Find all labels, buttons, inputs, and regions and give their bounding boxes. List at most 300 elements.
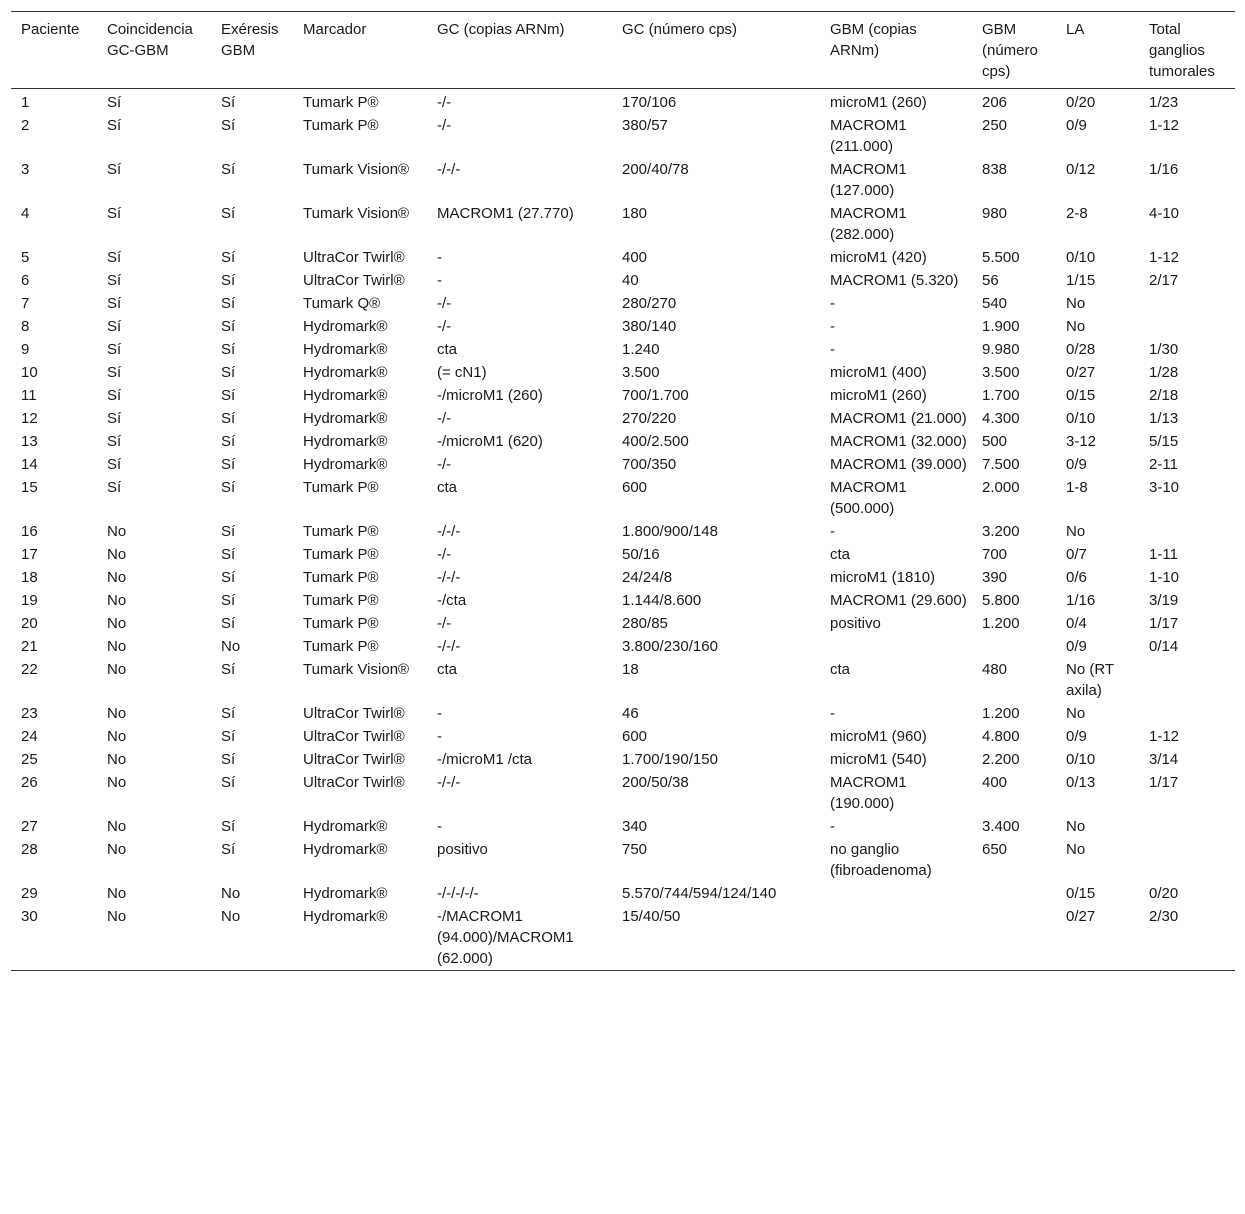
table-cell: 0/12 [1066,161,1096,178]
table-cell: 0/14 [1149,638,1179,655]
table-cell: Tumark P® [303,117,379,134]
table-cell: MACROM1 (21.000) [830,410,967,427]
table-cell: Sí [221,615,236,632]
table-cell: 3.400 [982,818,1020,835]
table-cell: 4.800 [982,728,1020,745]
table-cell [1139,838,1235,882]
table-cell: Sí [221,569,236,586]
table-row [11,520,1235,543]
table-cell: -/microM1 (260) [437,387,543,404]
table-cell: 26 [21,774,38,791]
table-cell: 200/50/38 [622,774,689,791]
table-cell: Sí [221,479,236,496]
table-cell: 340 [622,818,648,835]
column-header: GC (número cps) [622,21,738,38]
table-cell: Hydromark® [303,841,388,858]
table-cell [1139,315,1235,338]
table-cell [1139,292,1235,315]
table-cell: 1.700/190/150 [622,751,718,768]
table-cell: -/-/- [437,569,461,586]
table-cell: Sí [107,410,122,427]
table-cell: 480 [982,661,1008,678]
table-cell: MACROM1 (190.000) [830,774,907,812]
table-cell: 1/17 [1149,774,1179,791]
table-cell: 1/15 [1066,272,1096,289]
table-cell: 2.000 [982,479,1020,496]
table-cell: Sí [221,94,236,111]
results-table [11,11,1235,971]
table-cell: No [107,705,127,722]
table-cell: 500 [982,433,1008,450]
table-cell: Hydromark® [303,818,388,835]
table-cell [820,635,972,658]
table-cell: 2-11 [1149,456,1178,473]
table-cell: -/- [437,117,452,134]
table-cell: Sí [221,161,236,178]
table-cell: 15/40/50 [622,908,681,925]
table-cell: Tumark Vision® [303,205,410,222]
table-cell: - [830,523,835,540]
table-cell: microM1 (400) [830,364,927,381]
table-cell: -/-/- [437,523,461,540]
table-cell: UltraCor Twirl® [303,705,405,722]
column-header: GBM (copias ARNm) [830,21,917,59]
table-cell: MACROM1 (282.000) [830,205,907,243]
table-cell: 6 [21,272,30,289]
table-cell: No [1066,523,1086,540]
table-cell: Sí [107,479,122,496]
table-cell: - [830,705,835,722]
table-cell: 4.300 [982,410,1020,427]
table-cell: Sí [107,117,122,134]
table-cell: 3.500 [982,364,1020,381]
table-cell: 30 [21,908,38,925]
table-cell: -/- [437,318,452,335]
table-cell: 12 [21,410,38,427]
table-cell: 9.980 [982,341,1020,358]
table-cell: MACROM1 (127.000) [830,161,907,199]
table-cell: 0/9 [1066,456,1087,473]
table-cell: No [107,841,127,858]
table-cell: -/-/-/-/- [437,885,479,902]
table-cell: Sí [221,592,236,609]
table-cell: Sí [221,546,236,563]
table-cell: Sí [107,94,122,111]
table-cell: -/-/- [437,774,461,791]
table-cell: Tumark P® [303,523,379,540]
table-cell: No [221,638,241,655]
table-cell: Tumark P® [303,592,379,609]
table-cell: 1/30 [1149,341,1179,358]
table-cell: microM1 (1810) [830,569,936,586]
table-cell [1139,658,1235,702]
table-cell: Sí [107,272,122,289]
table-cell: 1-10 [1149,569,1180,586]
table-cell [972,635,1056,658]
table-cell: - [830,318,835,335]
table-row [11,407,1235,430]
table-row [11,292,1235,315]
table-cell: No [1066,705,1086,722]
table-cell: 14 [21,456,38,473]
table-cell: 270/220 [622,410,677,427]
table-cell: - [437,728,442,745]
table-cell: 18 [21,569,38,586]
table-cell: 1.900 [982,318,1020,335]
table-cell: Sí [107,433,122,450]
table-row [11,589,1235,612]
table-cell: Sí [221,272,236,289]
table-cell: No [107,615,127,632]
table-cell: - [437,272,442,289]
table-cell: 2 [21,117,30,134]
table-cell: UltraCor Twirl® [303,774,405,791]
table-cell: 24/24/8 [622,569,673,586]
table-cell: 7.500 [982,456,1020,473]
table-cell: 2-8 [1066,205,1088,222]
table-cell: 1.144/8.600 [622,592,702,609]
table-cell: 650 [982,841,1008,858]
table-cell: 3/14 [1149,751,1179,768]
table-cell: 1/13 [1149,410,1179,427]
table-cell: No [107,818,127,835]
column-header: Exéresis GBM [221,21,279,59]
table-cell: 16 [21,523,38,540]
table-row [11,543,1235,566]
table-cell: 27 [21,818,38,835]
table-cell: -/microM1 (620) [437,433,543,450]
table-cell: No [1066,295,1086,312]
table-cell: 11 [21,387,37,404]
table-cell: No [221,908,241,925]
table-cell: 1.240 [622,341,660,358]
table-cell: 600 [622,728,648,745]
table-cell: 3 [21,161,30,178]
table-row [11,658,1235,702]
table-cell: 3.500 [622,364,660,381]
table-header [11,12,1235,89]
table-cell: Hydromark® [303,433,388,450]
table-cell: Tumark P® [303,615,379,632]
table-cell: microM1 (260) [830,387,927,404]
table-cell: Sí [221,410,236,427]
table-cell: Sí [221,751,236,768]
table-cell: Tumark P® [303,569,379,586]
table-cell: MACROM1 (32.000) [830,433,967,450]
table-cell: Sí [107,387,122,404]
table-cell: microM1 (960) [830,728,927,745]
table-cell: 540 [982,295,1008,312]
table-cell [972,882,1056,905]
table-row [11,246,1235,269]
table-cell: -/-/- [437,161,461,178]
table-cell: 2/18 [1149,387,1179,404]
column-header: GC (copias ARNm) [437,21,565,38]
table-cell: 1 [21,94,30,111]
table-cell: 400 [982,774,1008,791]
table-cell: 56 [982,272,999,289]
table-cell: 980 [982,205,1008,222]
table-cell: 200/40/78 [622,161,689,178]
table-row [11,725,1235,748]
table-cell: Sí [221,661,236,678]
table-cell: - [830,818,835,835]
table-cell: 250 [982,117,1008,134]
table-row [11,815,1235,838]
table-cell: Sí [107,249,122,266]
table-cell: 21 [21,638,38,655]
table-cell: 29 [21,885,38,902]
table-cell: 1/23 [1149,94,1179,111]
table-cell: 700 [982,546,1008,563]
table-row [11,158,1235,202]
table-cell: 0/9 [1066,638,1087,655]
table-row [11,430,1235,453]
table-cell: Sí [221,728,236,745]
table-cell: -/- [437,94,452,111]
table-cell: No [107,774,127,791]
table-cell: microM1 (260) [830,94,927,111]
table-cell [972,905,1056,971]
table-cell: 9 [21,341,30,358]
table-cell: 1/16 [1066,592,1096,609]
table-cell: 15 [21,479,38,496]
table-cell: Sí [107,341,122,358]
table-cell: MACROM1 (500.000) [830,479,907,517]
table-cell: - [437,705,442,722]
table-cell: MACROM1 (39.000) [830,456,967,473]
table-cell: -/- [437,295,452,312]
table-cell: 1/16 [1149,161,1179,178]
table-cell: Hydromark® [303,364,388,381]
table-cell: cta [437,661,458,678]
table-cell: 28 [21,841,38,858]
table-cell: No [107,523,127,540]
table-cell: - [830,295,835,312]
table-cell: 3.200 [982,523,1020,540]
table-cell: cta [830,546,851,563]
table-cell: Hydromark® [303,387,388,404]
table-cell: No [107,661,127,678]
table-cell: Hydromark® [303,318,388,335]
table-cell: 180 [622,205,648,222]
table-cell: 400/2.500 [622,433,689,450]
table-cell: 1.700 [982,387,1020,404]
table-cell: Sí [221,205,236,222]
table-cell: UltraCor Twirl® [303,272,405,289]
table-cell [820,882,972,905]
table-row [11,882,1235,905]
table-cell: 5.500 [982,249,1020,266]
table-cell: 0/15 [1066,885,1096,902]
table-cell: 22 [21,661,38,678]
table-cell: Sí [221,523,236,540]
table-cell: Hydromark® [303,456,388,473]
table-cell: Sí [107,318,122,335]
table-row [11,905,1235,971]
table-cell: 50/16 [622,546,660,563]
table-cell: 0/10 [1066,751,1096,768]
table-cell: 19 [21,592,38,609]
table-cell: 5.570/744/594/124/140 [622,885,777,902]
table-cell [1139,815,1235,838]
table-cell: 280/85 [622,615,668,632]
table-cell: Sí [221,456,236,473]
table-cell: 0/6 [1066,569,1087,586]
table-cell: UltraCor Twirl® [303,728,405,745]
table-cell: No [107,592,127,609]
table-cell: 0/27 [1066,908,1096,925]
table-cell: no ganglio (fibroadenoma) [830,841,932,879]
table-cell: 24 [21,728,38,745]
table-cell: Sí [221,705,236,722]
table-cell: 3.800/230/160 [622,638,718,655]
table-row [11,202,1235,246]
table-cell: Sí [221,249,236,266]
table-cell: No [107,751,127,768]
table-cell: Tumark P® [303,546,379,563]
table-cell: No [107,638,127,655]
table-cell: 0/4 [1066,615,1087,632]
table-cell: No (RT axila) [1066,661,1114,699]
table-cell: 3-10 [1149,479,1180,496]
table-cell: Hydromark® [303,908,388,925]
table-cell: MACROM1 (211.000) [830,117,907,155]
table-row [11,338,1235,361]
table-cell: 18 [622,661,639,678]
table-cell: -/- [437,456,452,473]
table-cell: 0/10 [1066,410,1096,427]
table-cell: Sí [221,774,236,791]
table-cell: No [107,908,127,925]
table-cell: 1.200 [982,705,1020,722]
table-cell: Sí [221,117,236,134]
table-cell: Sí [221,318,236,335]
table-cell: -/microM1 /cta [437,751,533,768]
table-row [11,453,1235,476]
table-cell: No [1066,841,1086,858]
table-cell: 1-12 [1149,728,1180,745]
table-row [11,89,1235,115]
table-cell: UltraCor Twirl® [303,751,405,768]
table-cell: 380/57 [622,117,668,134]
table-cell: 1/17 [1149,615,1179,632]
table-cell: 0/15 [1066,387,1096,404]
table-cell: Sí [221,341,236,358]
table-cell: Hydromark® [303,341,388,358]
table-cell: 3-12 [1066,433,1097,450]
column-header: Paciente [21,21,80,38]
table-row [11,384,1235,407]
table-cell: 1/28 [1149,364,1179,381]
table-cell: 0/20 [1066,94,1096,111]
table-cell: 0/7 [1066,546,1087,563]
table-cell: MACROM1 (27.770) [437,205,574,222]
table-cell: -/- [437,615,452,632]
table-cell: Sí [221,818,236,835]
table-cell: Tumark P® [303,479,379,496]
table-row [11,476,1235,520]
column-header: GBM (número cps) [982,21,1038,80]
table-cell: 23 [21,705,38,722]
table-cell: 5.800 [982,592,1020,609]
table-cell: 10 [21,364,38,381]
table-cell: (= cN1) [437,364,487,381]
table-cell: 170/106 [622,94,677,111]
table-cell: No [221,885,241,902]
table-cell: Tumark Q® [303,295,381,312]
table-cell: - [437,249,442,266]
table-cell: 4 [21,205,30,222]
table-cell: Hydromark® [303,410,388,427]
table-cell: 4-10 [1149,205,1180,222]
table-cell [1139,520,1235,543]
table-cell: microM1 (420) [830,249,927,266]
table-cell: Sí [221,841,236,858]
table-cell: 2.200 [982,751,1020,768]
table-cell: -/- [437,546,452,563]
table-cell: 3/19 [1149,592,1179,609]
table-cell: Tumark Vision® [303,161,410,178]
table-cell: 0/27 [1066,364,1096,381]
table-cell: 0/9 [1066,117,1087,134]
table-cell: No [1066,818,1086,835]
table-cell: - [830,341,835,358]
column-header: Coincidencia GC-GBM [107,21,193,59]
table-cell: No [107,728,127,745]
table-cell: microM1 (540) [830,751,927,768]
column-header: Total ganglios tumorales [1149,21,1215,80]
table-cell: 46 [622,705,639,722]
table-cell: 5 [21,249,30,266]
table-cell: -/- [437,410,452,427]
table-cell: No [107,885,127,902]
column-header: LA [1066,21,1085,38]
table-cell: cta [830,661,851,678]
table-cell: 40 [622,272,639,289]
table-cell [1139,702,1235,725]
table-cell: MACROM1 (5.320) [830,272,959,289]
table-cell: 390 [982,569,1008,586]
table-cell: Tumark P® [303,94,379,111]
table-cell: 600 [622,479,648,496]
table-cell: -/MACROM1 (94.000)/MACROM1 (62.000) [437,908,574,967]
table-cell: No [107,546,127,563]
table-cell: - [437,818,442,835]
table-row [11,612,1235,635]
table-cell: Tumark P® [303,638,379,655]
table-cell: 17 [21,546,38,563]
table-cell: No [1066,318,1086,335]
table-cell: Sí [107,295,122,312]
table-cell: 1.200 [982,615,1020,632]
table-cell: Sí [221,295,236,312]
table-cell: 25 [21,751,38,768]
table-cell: 206 [982,94,1008,111]
table-cell: 280/270 [622,295,677,312]
table-cell: Tumark Vision® [303,661,410,678]
table-cell: Sí [221,364,236,381]
table-cell: 5/15 [1149,433,1179,450]
table-cell: 1.800/900/148 [622,523,718,540]
table-cell: 2/17 [1149,272,1179,289]
table-cell: 700/1.700 [622,387,689,404]
table-cell: 8 [21,318,30,335]
table-row [11,315,1235,338]
table-row [11,635,1235,658]
table-cell: 838 [982,161,1008,178]
table-row [11,702,1235,725]
